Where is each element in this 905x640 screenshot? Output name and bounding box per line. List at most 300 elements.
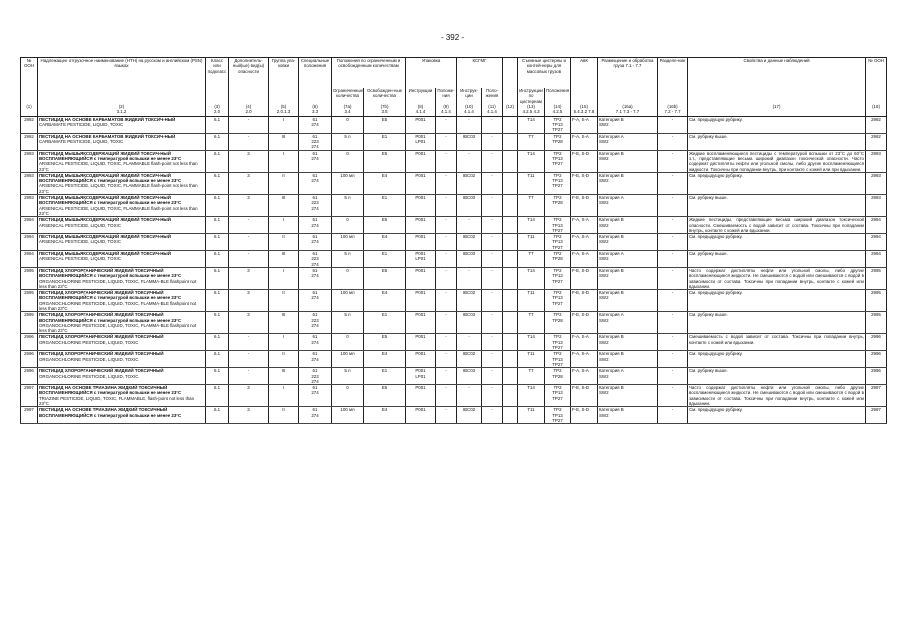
un-number: 2992 (21, 133, 38, 150)
english-name: CARBAMATE PESTICIDE, LIQUID, TOXIC (39, 139, 124, 145)
tank-instruction-cell: T7 (518, 251, 545, 268)
column-number (518, 104, 545, 117)
special-provisions-cell: 61 274 (299, 172, 332, 194)
un-number: 2994 (21, 234, 38, 251)
russian-name: ПЕСТИЦИД НА ОСНОВЕ ТРИАЗИНА ЖИДКИЙ ТОКСИЧНЫЙ ВОСПЛАМЕНЯЮЩИЙСЯ с температурой вспышки не менее 23°C (39, 385, 182, 396)
subsidiary-cell: 3 (229, 312, 269, 334)
tank-instruction-cell: T11 (518, 351, 545, 368)
excepted-quantity-cell: E5 (364, 267, 406, 289)
column-number-label: (7b) (380, 103, 389, 109)
column-number-label: (6) (312, 103, 318, 109)
column-reference: 2.0.1.3 (276, 109, 291, 115)
limited-quantity-cell: 100 мл (332, 234, 364, 251)
packing-provision-cell: - (436, 368, 457, 385)
column-number (38, 104, 206, 117)
segregation-cell: - (658, 116, 688, 133)
packing-provision-cell: - (436, 133, 457, 150)
tank-instruction-cell: T14 (518, 385, 545, 407)
packing-provision-cell: - (436, 351, 457, 368)
table-body (21, 116, 887, 423)
special-provisions-cell: 61 274 (299, 116, 332, 133)
ibc-provision-cell: - (482, 195, 503, 217)
column-number (571, 104, 598, 117)
segregation-cell: - (658, 267, 688, 289)
column-number-label: (16b) (667, 103, 678, 109)
table-row (21, 217, 887, 234)
un-number-right: 2996 (866, 351, 887, 368)
header-excepted: Освобожден-ные количества (364, 88, 406, 104)
english-name: ARSENICAL PESTICIDE, LIQUID, TOXIC, FLAMMABLE flash-point not less than 23°C (39, 205, 198, 216)
subsidiary-cell: - (229, 368, 269, 385)
header-properties: Свойства и данные наблюдений (688, 58, 866, 104)
column-number-label: (4) (245, 103, 252, 109)
un-number: 2995 (21, 290, 38, 312)
un-number: 2992 (21, 116, 38, 133)
class-cell: 6.1 (206, 172, 229, 194)
ibc-provision-cell: - (482, 267, 503, 289)
packing-provision-cell: - (436, 290, 457, 312)
ibc-instruction-cell: IBC02 (457, 172, 482, 194)
special-provisions-cell: 61 274 (299, 334, 332, 351)
column-reference: 4.1.4 (487, 109, 497, 115)
un-number: 2993 (21, 172, 38, 194)
un-number-right: 2995 (866, 267, 887, 289)
tank-provision-cell: TP2 TP13 TP27 (545, 172, 571, 194)
segregation-cell: - (658, 351, 688, 368)
un-number: 2996 (21, 368, 38, 385)
ibc-instruction-cell: IBC02 (457, 407, 482, 424)
un-number: 2995 (21, 267, 38, 289)
special-provisions-cell: 61 274 (299, 385, 332, 407)
stowage-cell: Категория B SW2 (598, 234, 658, 251)
subsidiary-cell: 3 (229, 195, 269, 217)
column-number-label: (13) (527, 103, 535, 109)
packing-group-cell: I (269, 334, 299, 351)
packing-provision-cell: - (436, 251, 457, 268)
limited-quantity-cell: 100 мл (332, 407, 364, 424)
subsidiary-cell: - (229, 234, 269, 251)
properties-cell: Жидкие воспламеняющиеся пестициды с температурой вспышки от 23°C до 60°C з.т., представляющие весьма широкий диапазон токсической опасности. Часто содержат дистилляты нефти или угольной смолы, либо другие воспламеняющиеся жидкости. Токсичны при попадании внутрь, при контакте с кожей или при вдыхании. (689, 150, 864, 172)
column-reference: 3.3 (311, 109, 319, 115)
tank-provision-cell: TP2 TP13 TP27 (545, 217, 571, 234)
special-provisions-cell: 61 223 274 (299, 195, 332, 217)
header-un-no: № ООН (21, 58, 38, 104)
tank-provision-cell: TP2 TP28 (545, 368, 571, 385)
subsidiary-cell: - (229, 351, 269, 368)
packing-instruction-cell: P001 (406, 312, 436, 334)
header-un-no-right: № ООН (866, 58, 887, 104)
un-number: 2997 (21, 385, 38, 407)
class-cell: 6.1 (206, 368, 229, 385)
packing-group-cell: II (269, 407, 299, 424)
column-number (206, 104, 229, 117)
column-reference: 5.4.3.2 7.8 (573, 109, 595, 115)
properties-cell: Жидкие пестициды, представляющие весьма широкий диапазон токсической опасности. Смешиваемость с водой зависит от состава. Токсичны при попадании внутрь, контакте с кожей или вдыхании. (689, 217, 864, 233)
packing-group-cell: III (269, 133, 299, 150)
blank-cell (503, 351, 518, 368)
ems-cell: F-E, S-D (571, 172, 598, 194)
class-cell: 6.1 (206, 385, 229, 407)
packing-group-cell: I (269, 116, 299, 133)
stowage-cell: Категория B SW2 (598, 351, 658, 368)
english-name: TRIAZINE PESTICIDE, LIQUID, TOXIC, FLAMMABLE, flash-point not less than 23°C (39, 395, 195, 407)
table-row (21, 133, 887, 150)
ems-cell: F-A, S-A (571, 351, 598, 368)
table-row (21, 116, 887, 133)
limited-quantity-cell: 0 (332, 116, 364, 133)
column-number-label: (12) (506, 103, 514, 109)
properties-cell: См. предыдущую рубрику. (688, 172, 866, 194)
tank-provision-cell: TP2 TP13 TP27 (545, 150, 571, 172)
english-name: ORGANOCHLORINE PESTICIDE, LIQUID, TOXIC, FLAMMA-BLE flashpoint not less than 23°C (39, 322, 197, 334)
un-number-right: 2996 (866, 334, 887, 351)
column-number (436, 104, 457, 117)
packing-provision-cell: - (436, 150, 457, 172)
shipping-name-cell (38, 150, 206, 172)
excepted-quantity-cell: E5 (364, 334, 406, 351)
russian-name: ПЕСТИЦИД МЫШЬЯКСОДЕРЖАЩИЙ ЖИДКИЙ ТОКСИЧ-НЫЙ (39, 234, 171, 240)
tank-provision-cell: TP2 TP13 TP27 (545, 234, 571, 251)
column-reference: 7.1 7.3 - 7.7 (615, 109, 640, 115)
special-provisions-cell: 61 223 274 (299, 133, 332, 150)
class-cell: 6.1 (206, 195, 229, 217)
un-number: 2993 (21, 150, 38, 172)
packing-instruction-cell: P001 LP01 (406, 133, 436, 150)
russian-name: ПЕСТИЦИД НА ОСНОВЕ КАРБАМАТОВ ЖИДКИЙ ТОКСИЧ-НЫЙ (39, 116, 176, 122)
class-cell: 6.1 (206, 251, 229, 268)
table-row (21, 385, 887, 407)
header-pk-instructions: Инструкции (406, 88, 436, 104)
ems-cell: F-E, S-D (571, 195, 598, 217)
special-provisions-cell: 61 274 (299, 407, 332, 424)
special-provisions-cell: 61 274 (299, 234, 332, 251)
tank-instruction-cell: T11 (518, 407, 545, 424)
ems-cell: F-E, S-D (571, 312, 598, 334)
blank-cell (503, 195, 518, 217)
packing-provision-cell: - (436, 217, 457, 234)
table-row (21, 312, 887, 334)
tank-provision-cell: TP2 TP28 (545, 195, 571, 217)
header-stowage: Размещение и обработка груза 7.1 - 7.7 (598, 58, 658, 104)
column-number (545, 104, 571, 117)
stowage-cell: Категория B SW2 (598, 334, 658, 351)
tank-provision-cell: TP2 TP28 (545, 251, 571, 268)
limited-quantity-cell: 5 л (332, 368, 364, 385)
tank-provision-cell: TP2 TP13 TP27 (545, 385, 571, 407)
shipping-name-cell (38, 217, 206, 234)
column-number-label: (15) (580, 103, 588, 109)
column-number-label: (1) (26, 103, 32, 109)
ems-cell: F-A, S-A (571, 368, 598, 385)
ibc-instruction-cell: - (457, 116, 482, 133)
stowage-cell: Категория A SW2 (598, 312, 658, 334)
column-number-label: (16a) (622, 103, 633, 109)
blank-cell (503, 251, 518, 268)
stowage-cell: Категория B SW2 (598, 217, 658, 234)
ems-cell: F-A, S-A (571, 116, 598, 133)
russian-name: ПЕСТИЦИД ХЛОРОРГАНИЧЕСКИЙ ЖИДКИЙ ТОКСИЧНЫЙ ВОСПЛАМЕНЯЮЩИЙСЯ с температурой вспышки не менее 23°C (39, 267, 182, 279)
stowage-cell: Категория A SW2 (598, 133, 658, 150)
english-name: CARBAMATE PESTICIDE, LIQUID, TOXIC (39, 122, 124, 128)
ibc-instruction-cell: IBC03 (457, 312, 482, 334)
column-number-row (21, 104, 887, 117)
blank-cell (503, 133, 518, 150)
russian-name: ПЕСТИЦИД МЫШЬЯКСОДЕРЖАЩИЙ ЖИДКИЙ ТОКСИЧ-НЫЙ ВОСПЛАМЕНЯЮЩИЙСЯ с температурой вспышки не менее 23°C (39, 172, 182, 184)
properties-cell: Часто содержат дистилляты нефти или угольной смолы, либо другие воспламеняющиеся жидкости. Не смешиваются с водой или смешиваются с водой в зависимости от состава. Токсичны при попадании внутрь, контакте с кожей или вдыхании. (689, 267, 864, 289)
properties-cell: См. предыдущую рубрику. (688, 407, 866, 424)
shipping-name-cell (38, 385, 206, 407)
english-name: ARSENICAL PESTICIDE, LIQUID, TOXIC, FLAMMABLE flash-point not less than 23°C (39, 161, 198, 172)
packing-provision-cell: - (436, 312, 457, 334)
special-provisions-cell: 61 274 (299, 217, 332, 234)
packing-group-cell: II (269, 234, 299, 251)
packing-instruction-cell: P001 (406, 351, 436, 368)
table-row (21, 351, 887, 368)
un-number-right: 2992 (866, 116, 887, 133)
blank-cell (503, 290, 518, 312)
limited-quantity-cell: 0 (332, 217, 364, 234)
packing-group-cell: II (269, 290, 299, 312)
packing-provision-cell: - (436, 407, 457, 424)
packing-provision-cell: - (436, 267, 457, 289)
blank-cell (503, 368, 518, 385)
ibc-instruction-cell: - (457, 150, 482, 172)
un-number-right: 2997 (866, 407, 887, 424)
subsidiary-cell: 3 (229, 407, 269, 424)
limited-quantity-cell: 0 (332, 334, 364, 351)
blank-cell (503, 116, 518, 133)
packing-group-cell: III (269, 251, 299, 268)
column-number-label: (9) (443, 103, 449, 109)
un-number-right: 2992 (866, 133, 887, 150)
subsidiary-cell: 3 (229, 267, 269, 289)
packing-instruction-cell: P001 (406, 267, 436, 289)
class-cell: 6.1 (206, 217, 229, 234)
column-number (457, 104, 482, 117)
english-name: ORGANOCHLORINE PESTICIDE, LIQUID, TOXIC (39, 339, 139, 345)
blank-cell (503, 267, 518, 289)
column-number (598, 104, 658, 117)
un-number-right: 2993 (866, 195, 887, 217)
ems-cell: F-A, S-A (571, 217, 598, 234)
properties-cell: См. предыдущую рубрику. (688, 116, 866, 133)
tank-instruction-cell: T7 (518, 312, 545, 334)
header-ibc-provisions: Поло-жения (482, 88, 503, 104)
excepted-quantity-cell: E5 (364, 385, 406, 407)
class-cell: 6.1 (206, 407, 229, 424)
ibc-provision-cell: - (482, 290, 503, 312)
shipping-name-cell (38, 234, 206, 251)
shipping-name-cell (38, 116, 206, 133)
special-provisions-cell: 61 274 (299, 150, 332, 172)
segregation-cell: - (658, 133, 688, 150)
special-provisions-cell: 61 274 (299, 267, 332, 289)
segregation-cell: - (658, 251, 688, 268)
tank-instruction-cell: T11 (518, 290, 545, 312)
tank-provision-cell: TP2 TP28 (545, 133, 571, 150)
column-number (406, 104, 436, 117)
excepted-quantity-cell: E4 (364, 290, 406, 312)
packing-group-cell: III (269, 195, 299, 217)
english-name: ORGANOCHLORINE PESTICIDE, LIQUID, TOXIC, FLAMMA-BLE flashpoint not less than 23°C (39, 300, 197, 311)
shipping-name-cell (38, 351, 206, 368)
column-number-label: (5) (280, 103, 287, 109)
properties-cell: См. рубрику выше. (688, 368, 866, 385)
stowage-cell: Категория B SW2 (598, 267, 658, 289)
properties-cell: См. предыдущую рубрику. (688, 290, 866, 312)
subsidiary-cell: 3 (229, 150, 269, 172)
table-row (21, 407, 887, 424)
excepted-quantity-cell: E5 (364, 116, 406, 133)
tank-instruction-cell: T14 (518, 150, 545, 172)
properties-cell: Смешиваемость с водой зависит от состава. Токсичны при попадании внутрь, контакте с кожей или вдыхании. (688, 334, 866, 351)
stowage-cell: Категория A SW2 (598, 251, 658, 268)
column-number (866, 104, 887, 117)
segregation-cell: - (658, 385, 688, 407)
tank-instruction-cell: T14 (518, 267, 545, 289)
packing-group-cell: I (269, 267, 299, 289)
stowage-cell: Категория B SW2 (598, 150, 658, 172)
column-number-label: (2) (118, 103, 125, 109)
english-name: ARSENICAL PESTICIDE, LIQUID, TOXIC (39, 222, 121, 228)
table-row (21, 150, 887, 172)
russian-name: ПЕСТИЦИД МЫШЬЯКСОДЕРЖАЩИЙ ЖИДКИЙ ТОКСИЧ-НЫЙ ВОСПЛАМЕНЯЮЩИЙСЯ с температурой вспышки не менее 23°C (39, 150, 182, 161)
special-provisions-cell: 61 223 274 (299, 312, 332, 334)
ems-cell: F-E, S-D (571, 290, 598, 312)
ibc-instruction-cell: - (457, 267, 482, 289)
column-reference: 2.0 (245, 109, 252, 115)
stowage-cell: Категория B SW2 (598, 385, 658, 407)
stowage-cell: Категория A SW2 (598, 368, 658, 385)
segregation-cell: - (658, 234, 688, 251)
limited-quantity-cell: 100 мл (332, 290, 364, 312)
properties-cell: См. предыдущую рубрику. (688, 234, 866, 251)
russian-name: ПЕСТИЦИД ХЛОРОРГАНИЧЕСКИЙ ЖИДКИЙ ТОКСИЧНЫЙ (39, 334, 164, 340)
blank-cell (503, 217, 518, 234)
ibc-provision-cell: - (482, 116, 503, 133)
ems-cell: F-A, S-A (571, 234, 598, 251)
column-reference: 4.2.5 (552, 109, 563, 115)
ems-cell: F-E, S-D (571, 150, 598, 172)
packing-instruction-cell: P001 (406, 290, 436, 312)
ibc-provision-cell: - (482, 133, 503, 150)
un-number: 2994 (21, 217, 38, 234)
column-number (364, 104, 406, 117)
excepted-quantity-cell: E4 (364, 172, 406, 194)
segregation-cell: - (658, 290, 688, 312)
blank-cell (503, 407, 518, 424)
ibc-provision-cell: - (482, 368, 503, 385)
header-subsidiary: Дополнитель-ный(ые) вид(ы) опасности (229, 58, 269, 104)
packing-provision-cell: - (436, 172, 457, 194)
header-tanks: Съемные цистерны и контей-неры для массовых грузов (518, 58, 571, 89)
un-number: 2996 (21, 351, 38, 368)
packing-instruction-cell: P001 (406, 217, 436, 234)
properties-cell: Часто содержат дистилляты нефти или угольной смолы, либо другие воспламеняющиеся жидкости. Не смешиваются с водой или смешиваются с водой в зависимости от состава. Токсичны при попадании внутрь, контакте с кожей или вдыхании. (689, 385, 864, 407)
shipping-name-cell (38, 290, 206, 312)
packing-instruction-cell: P001 LP01 (406, 368, 436, 385)
header-name: Надлежащее отгрузочное наименование (НТН) на русском и английском (PSN) языках (38, 58, 206, 104)
english-name: ORGANOCHLORINE PESTICIDE, LIQUID, TOXIC (39, 373, 139, 379)
column-number-label: (10) (465, 103, 473, 109)
limited-quantity-cell: 0 (332, 385, 364, 407)
header-tank-provisions: Положения (545, 88, 571, 104)
column-number (503, 104, 518, 117)
packing-instruction-cell: P001 (406, 385, 436, 407)
subsidiary-cell: - (229, 334, 269, 351)
tank-provision-cell: TP2 TP13 TP27 (545, 334, 571, 351)
column-number-label: (11) (488, 103, 496, 109)
table-row (21, 251, 887, 268)
english-name: ARSENICAL PESTICIDE, LIQUID, TOXIC (39, 239, 121, 245)
ibc-instruction-cell: IBC03 (457, 133, 482, 150)
ibc-provision-cell: - (482, 217, 503, 234)
tank-provision-cell: TP2 TP13 TP27 (545, 290, 571, 312)
ems-cell: F-A, S-A (571, 133, 598, 150)
column-number-label: (8) (417, 103, 424, 109)
class-cell: 6.1 (206, 312, 229, 334)
column-number (21, 104, 38, 117)
ibc-provision-cell: - (482, 251, 503, 268)
column-reference: 3.5 (381, 109, 388, 115)
special-provisions-cell: 61 274 (299, 290, 332, 312)
un-number-right: 2997 (866, 385, 887, 407)
packing-instruction-cell: P001 (406, 234, 436, 251)
un-number: 2995 (21, 312, 38, 334)
limited-quantity-cell: 0 (332, 150, 364, 172)
excepted-quantity-cell: E5 (364, 217, 406, 234)
limited-quantity-cell: 100 мл (332, 172, 364, 194)
tank-provision-cell: TP2 TP13 TP27 (545, 116, 571, 133)
packing-instruction-cell: P001 LP01 (406, 251, 436, 268)
table-row (21, 195, 887, 217)
shipping-name-cell (38, 133, 206, 150)
un-number-right: 2994 (866, 217, 887, 234)
shipping-name-cell (38, 312, 206, 334)
packing-group-cell: III (269, 368, 299, 385)
class-cell: 6.1 (206, 234, 229, 251)
column-number-label: (18) (872, 103, 880, 109)
header-special-provisions: Специальные положения (299, 58, 332, 104)
russian-name: ПЕСТИЦИД ХЛОРОРГАНИЧЕСКИЙ ЖИДКИЙ ТОКСИЧНЫЙ ВОСПЛАМЕНЯЮЩИЙСЯ с температурой вспышки не менее 23°C (39, 290, 182, 301)
ibc-instruction-cell: - (457, 385, 482, 407)
header-pk-provisions: Положе-ния (436, 88, 457, 104)
packing-provision-cell: - (436, 234, 457, 251)
shipping-name-cell (38, 172, 206, 194)
tank-instruction-cell: T7 (518, 133, 545, 150)
un-number: 2996 (21, 334, 38, 351)
table-row (21, 368, 887, 385)
blank-cell (503, 234, 518, 251)
packing-instruction-cell: P001 (406, 150, 436, 172)
excepted-quantity-cell: E1 (364, 133, 406, 150)
column-number (332, 104, 364, 117)
table-row (21, 267, 887, 289)
english-name: ORGANOCHLORINE PESTICIDE, LIQUID, TOXIC, FLAMMA-BLE flashpoint not less than 23°C (39, 278, 197, 289)
excepted-quantity-cell: E1 (364, 368, 406, 385)
stowage-cell: Категория B SW2 (598, 172, 658, 194)
ems-cell: F-A, S-A (571, 251, 598, 268)
shipping-name-cell (38, 267, 206, 289)
column-number (688, 104, 866, 117)
header-segregation: Разделе-ние (658, 58, 688, 104)
column-number (482, 104, 503, 117)
russian-name: ПЕСТИЦИД НА ОСНОВЕ КАРБАМАТОВ ЖИДКИЙ ТОКСИЧ-НЫЙ (39, 133, 176, 139)
properties-cell: См. рубрику выше. (688, 133, 866, 150)
tank-instruction-cell: T11 (518, 172, 545, 194)
un-number: 2993 (21, 195, 38, 217)
tank-instruction-cell: T7 (518, 195, 545, 217)
